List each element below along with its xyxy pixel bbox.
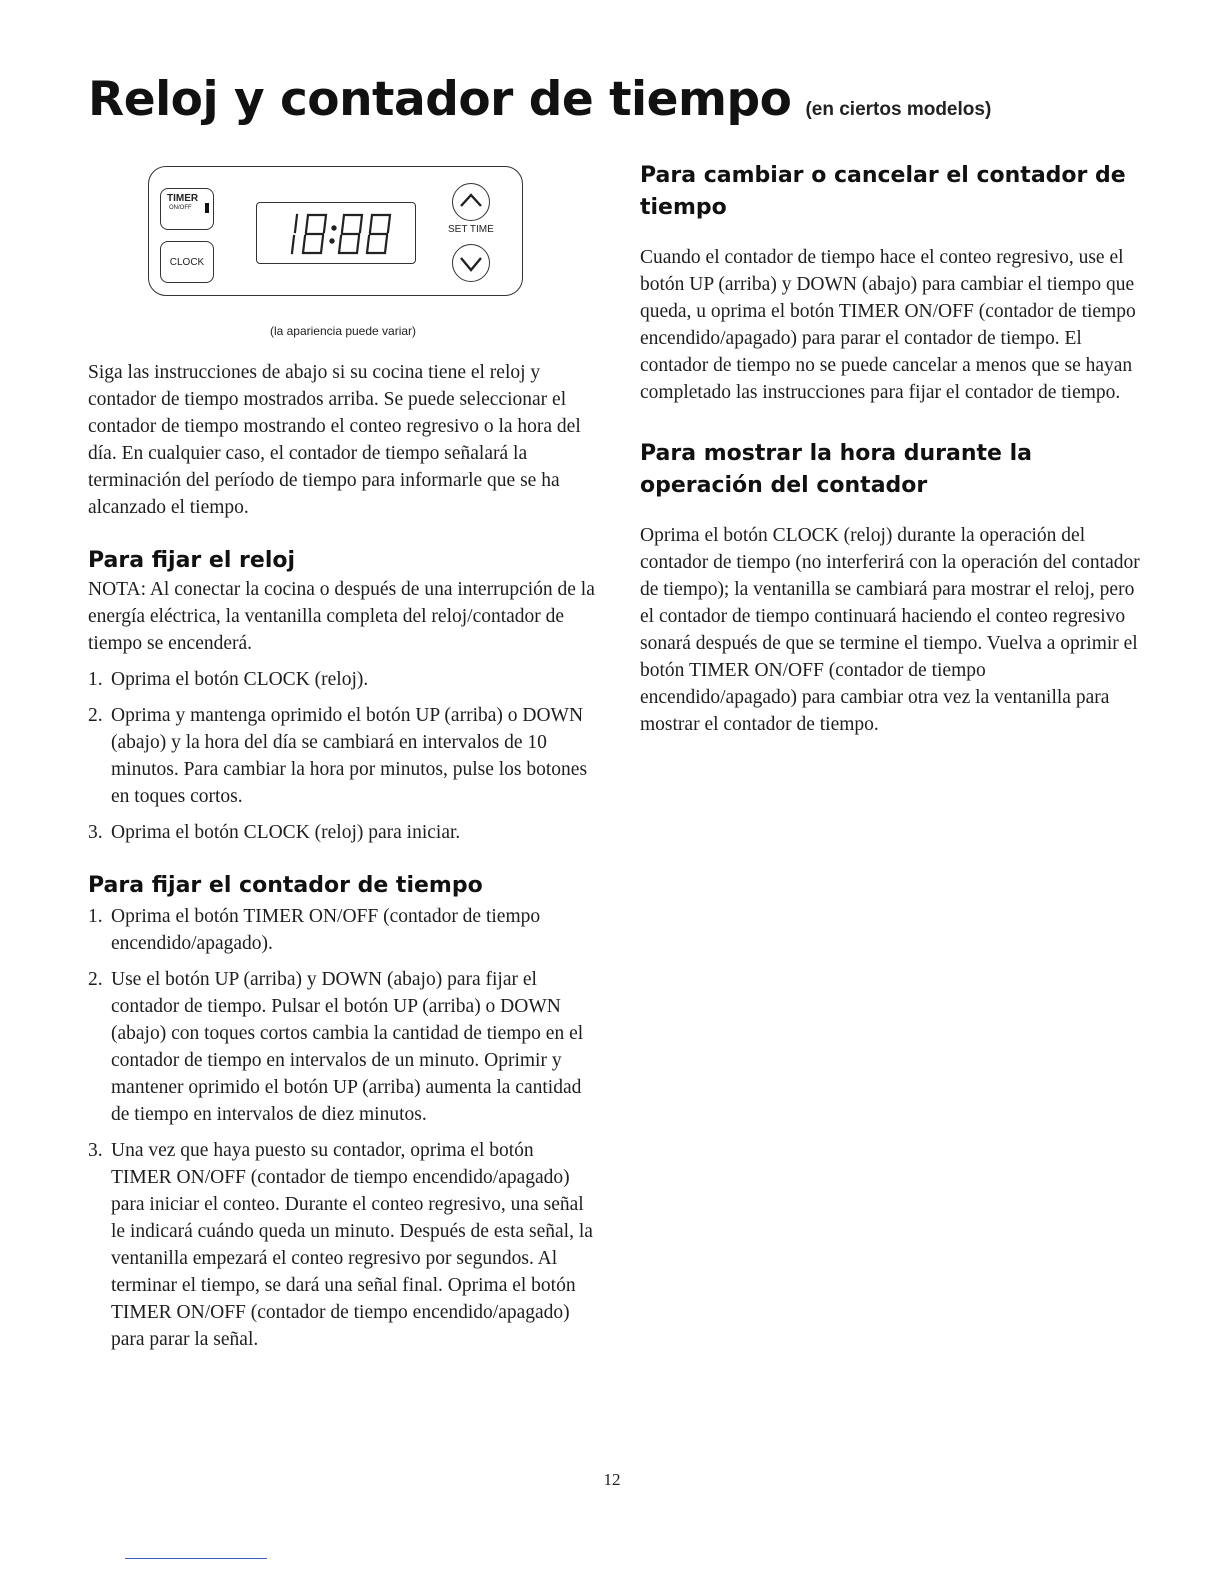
step-number: 2. [88,705,103,726]
set-timer-steps [88,903,598,1353]
down-button [452,244,490,282]
control-panel-illustration [148,166,523,296]
timer-button-sublabel: ON/OFF [169,205,192,211]
step-text: Oprima el botón CLOCK (reloj). [111,669,369,690]
page-number: 12 [603,1470,621,1489]
list-item [88,966,598,1128]
chevron-up-icon [453,184,489,220]
footer-rule [125,1558,267,1559]
page-title [88,72,991,127]
up-button [452,183,490,221]
timer-button-label: TIMER [167,193,199,204]
page-title-main: Reloj y contador de tiempo [88,72,792,127]
left-column [88,166,598,1353]
step-number: 2. [88,969,103,990]
set-time-label: SET TIME [448,224,494,235]
set-timer-heading: Para fijar el contador de tiempo [88,873,483,898]
step-text: Oprima el botón CLOCK (reloj) para iniciar. [111,822,461,843]
timer-on-off-button [160,188,214,230]
step-text: Use el botón UP (arriba) y DOWN (abajo) para fijar el contador de tiempo. Pulsar el botón UP (arriba) o DOWN (abajo) con toques cortos cambia la cantidad de tiempo en el contador de tiempo en intervalos de un minuto. Oprimir y mantener oprimido el botón UP (arriba) aumenta la cantidad de tiempo en intervalos de diez minutos. [111,969,584,1125]
clock-button [160,241,214,283]
change-timer-paragraph: Cuando el contador de tiempo hace el conteo regresivo, use el botón UP (arriba) y DOWN (abajo) para cambiar el tiempo que queda, u oprima el botón TIMER ON/OFF (contador de tiempo encendido/apagado) para parar el contador de tiempo. El contador de tiempo no se puede cancelar a menos que se hayan completado las instrucciones para fijar el contador de tiempo. [640,247,1136,403]
step-text: Oprima el botón TIMER ON/OFF (contador de tiempo encendido/apagado). [111,906,541,954]
step-number: 3. [88,822,103,843]
clock-button-label: CLOCK [169,256,205,268]
change-timer-heading: Para cambiar o cancelar el contador de tiempo [640,163,1126,220]
step-number: 1. [88,906,103,927]
step-number: 1. [88,669,103,690]
show-time-paragraph: Oprima el botón CLOCK (reloj) durante la operación del contador de tiempo (no interferirá con la operación del contador de tiempo); la ventanilla se cambiará para mostrar el reloj, pero el contador de tiempo continuará haciendo el conteo regresivo sonará después de que se termine el tiempo. Vuelva a oprimir el botón TIMER ON/OFF (contador de tiempo encendido/apagado) para cambiar otra vez la ventanilla para mostrar el contador de tiempo. [640,525,1140,735]
list-item [88,1137,598,1353]
right-column [640,160,1145,738]
seven-segment-digits [257,203,415,263]
list-item [88,819,598,846]
set-clock-steps [88,666,598,846]
step-text: Oprima y mantenga oprimido el botón UP (arriba) o DOWN (abajo) y la hora del día se cambiará en intervalos de 10 minutos. Para cambiar la hora por minutos, pulse los botones en toques cortos. [111,705,588,807]
chevron-down-icon [453,245,489,281]
page-title-subtitle: (en ciertos modelos) [805,99,992,120]
list-item [88,903,598,957]
step-number: 3. [88,1140,103,1161]
illustration-caption: (la apariencia puede variar) [269,324,417,338]
list-item [88,666,598,693]
step-text: Una vez que haya puesto su contador, oprima el botón TIMER ON/OFF (contador de tiempo encendido/apagado) para iniciar el conteo. Durante el conteo regresivo, una señal le indicará cuándo queda un minuto. Después de esta señal, la ventanilla empezará el conteo regresivo por segundos. Al terminar el tiempo, se dará una señal final. Oprima el botón TIMER ON/OFF (contador de tiempo encendido/apagado) para parar la señal. [111,1140,593,1350]
digital-display [256,202,416,264]
set-clock-heading: Para fijar el reloj [88,548,296,573]
intro-paragraph: Siga las instrucciones de abajo si su cocina tiene el reloj y contador de tiempo mostrados arriba. Se puede seleccionar el contador de tiempo mostrando el conteo regresivo o la hora del día. En cualquier caso, el contador de tiempo señalará la terminación del período de tiempo para informarle que se ha alcanzado el tiempo. [88,362,581,518]
timer-indicator-light [205,203,209,213]
show-time-heading: Para mostrar la hora durante la operación del contador [640,441,1033,498]
list-item [88,702,598,810]
set-clock-note: NOTA: Al conectar la cocina o después de una interrupción de la energía eléctrica, la ventanilla completa del reloj/contador de tiempo se encenderá. [88,579,595,654]
